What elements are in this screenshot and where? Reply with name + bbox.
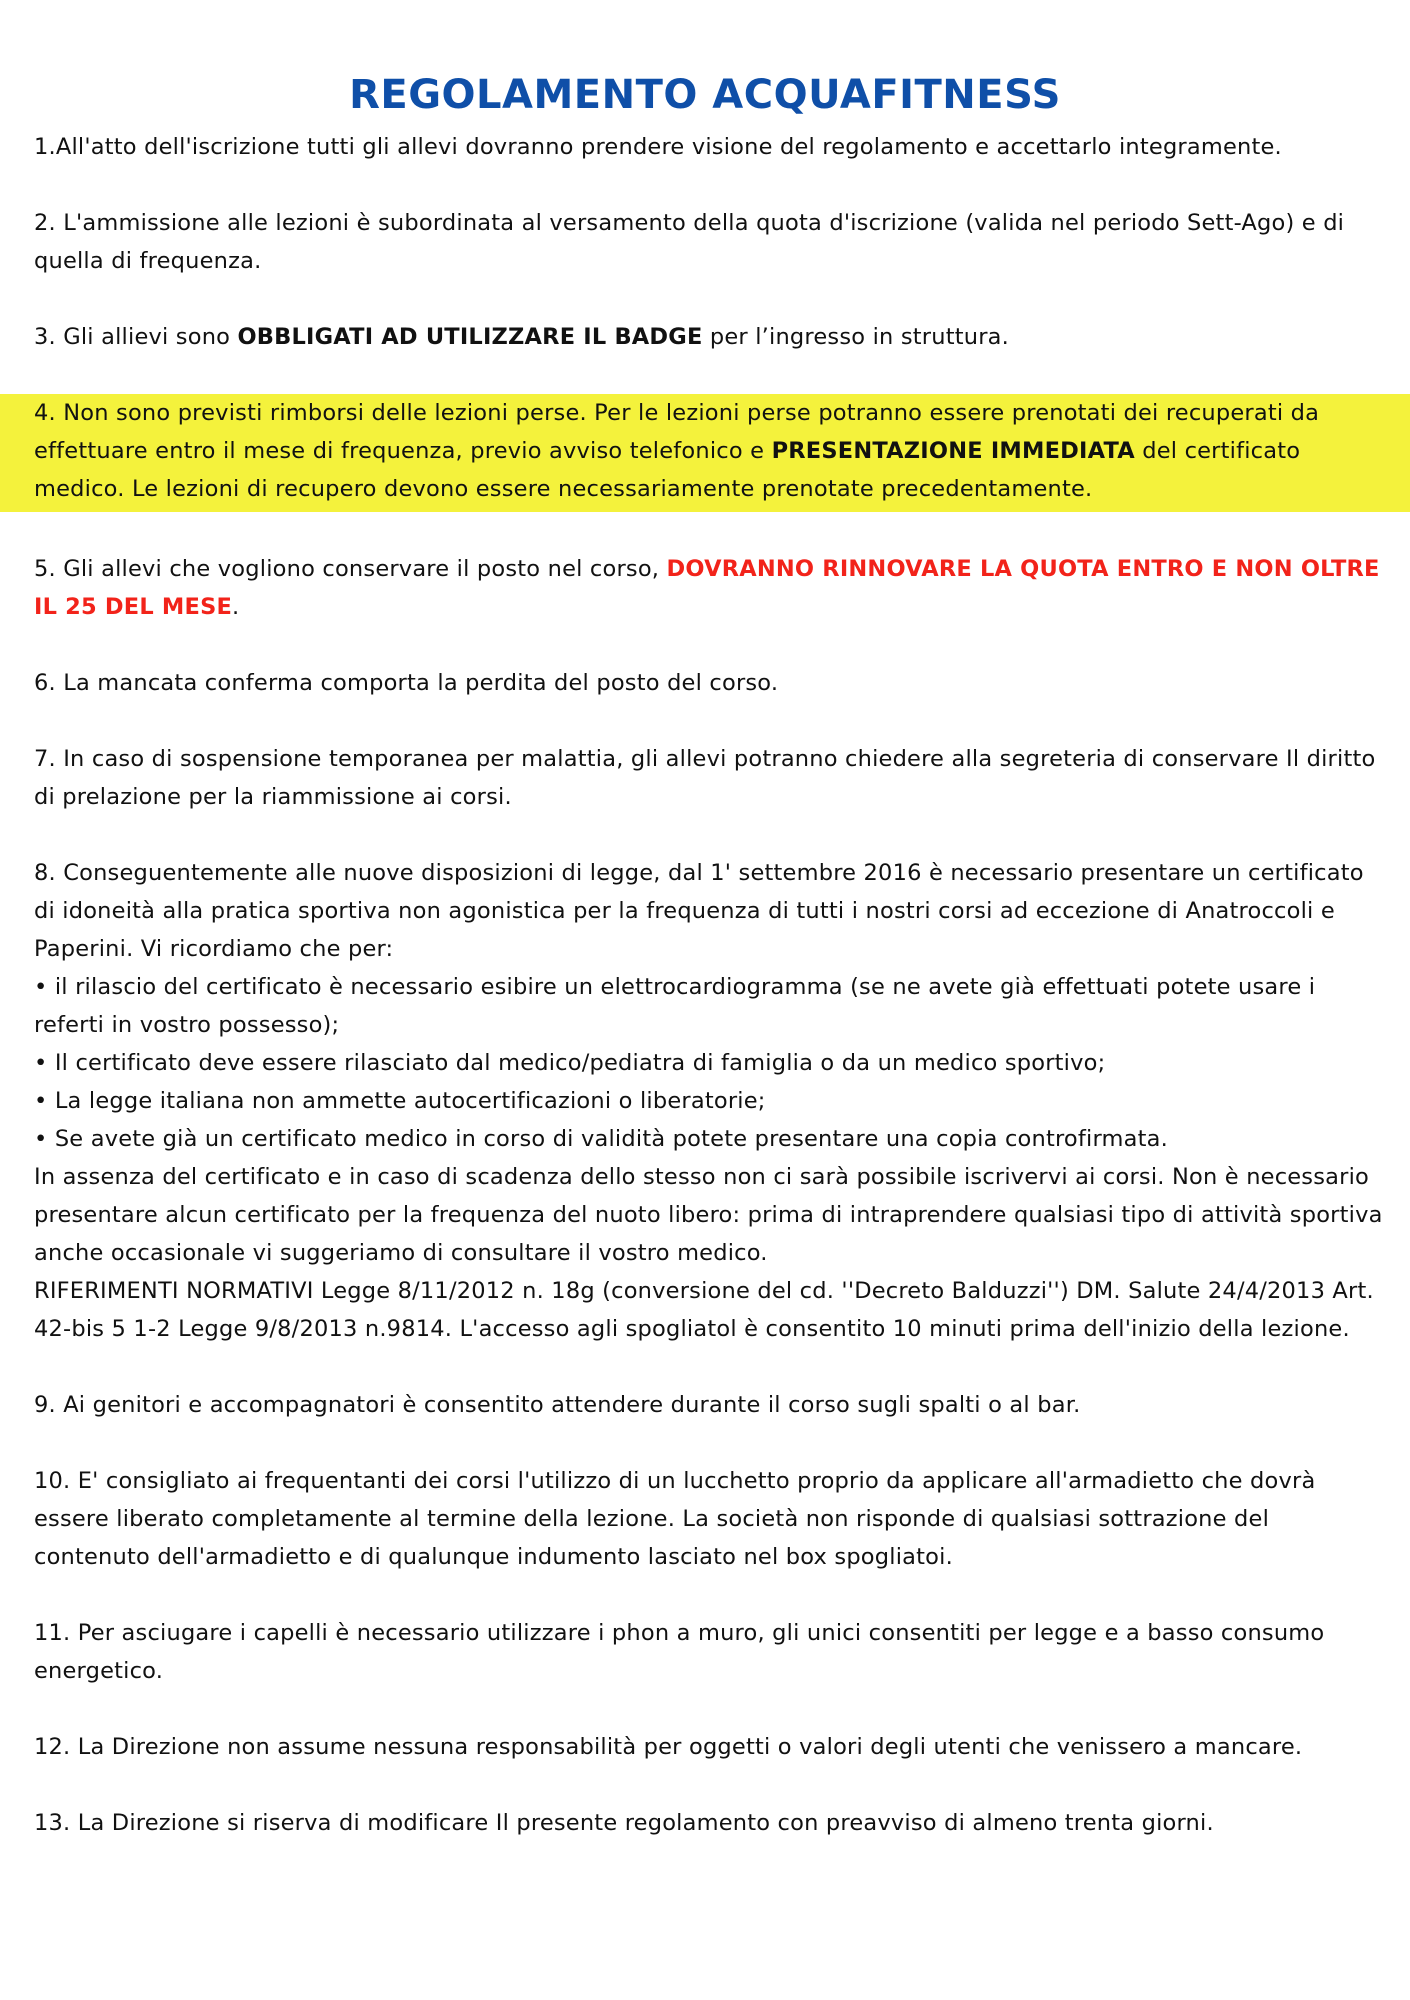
rule-4-bold: PRESENTAZIONE IMMEDIATA xyxy=(771,438,1135,464)
rule-9: 9. Ai genitori e accompagnatori è consentito attendere durante il corso sugli spalti o al bar. xyxy=(34,1392,1081,1418)
rule-8-bullet-3: • La legge italiana non ammette autocertificazioni o liberatorie; xyxy=(34,1088,766,1114)
rule-1: 1.All'atto dell'iscrizione tutti gli allevi dovranno prendere visione del regolamento e accettarlo integramente. xyxy=(34,134,1282,160)
rule-4-highlighted xyxy=(0,394,1410,512)
rule-13: 13. La Direzione si riserva di modificare Il presente regolamento con preavviso di almeno trenta giorni. xyxy=(34,1810,1214,1836)
rule-5 xyxy=(34,550,1384,626)
rule-3-text: 3. Gli allievi sono xyxy=(34,324,238,350)
rule-10: 10. E' consigliato ai frequentanti dei corsi l'utilizzo di un lucchetto proprio da applicare all'armadietto che dovrà essere liberato completamente al termine della lezione. La società non risponde di qualsiasi sottrazione del contenuto dell'armadietto e di qualunque indumento lasciato nel box spogliatoi. xyxy=(34,1468,1316,1570)
rule-4-text-end: del certificato medico. Le lezioni di recupero devono essere necessariamente prenotate precedentamente. xyxy=(34,438,1301,502)
rule-8-bullet-2: • Il certificato deve essere rilasciato dal medico/pediatra di famiglia o da un medico sportivo; xyxy=(34,1050,1106,1076)
rule-3-text-end: per l’ingresso in struttura. xyxy=(702,324,1009,350)
rule-11: 11. Per asciugare i capelli è necessario utilizzare i phon a muro, gli unici consentiti per legge e a basso consumo energetico. xyxy=(34,1620,1325,1684)
rule-7: 7. In caso di sospensione temporanea per malattia, gli allevi potranno chiedere alla segreteria di conservare Il diritto di prelazione per la riammissione ai corsi. xyxy=(34,746,1376,810)
rule-8 xyxy=(34,854,1384,1348)
rule-12: 12. La Direzione non assume nessuna responsabilità per oggetti o valori degli utenti che venissero a mancare. xyxy=(34,1734,1303,1760)
rule-5-text: 5. Gli allevi che vogliono conservare il posto nel corso, xyxy=(34,556,667,582)
rules-list xyxy=(34,128,1384,1880)
rule-8-bullet-1: • il rilascio del certificato è necessario esibire un elettrocardiogramma (se ne avete già effettuati potete usare i referti in vostro possesso); xyxy=(34,974,1316,1038)
rule-5-warning: DOVRANNO RINNOVARE LA QUOTA ENTRO E NON OLTRE IL 25 DEL MESE xyxy=(34,556,1380,620)
rule-8-bullet-4: • Se avete già un certificato medico in corso di validità potete presentare una copia controfirmata. xyxy=(34,1126,1168,1152)
rule-8-paragraph-2: RIFERIMENTI NORMATIVI Legge 8/11/2012 n. 18g (conversione del cd. ''Decreto Balduzzi'') DM. Salute 24/4/2013 Art. 42-bis 5 1-2 Legge 9/8/2013 n.9814. L'accesso agli spogliatol è consentito 10 minuti prima dell'inizio della lezione. xyxy=(34,1278,1374,1342)
rule-8-paragraph-1: In assenza del certificato e in caso di scadenza dello stesso non ci sarà possibile iscrivervi ai corsi. Non è necessario presentare alcun certificato per la frequenza del nuoto libero: prima di intraprendere qualsiasi tipo di attività sportiva anche occasionale vi suggeriamo di consultare il vostro medico. xyxy=(34,1164,1383,1266)
rule-8-intro: 8. Conseguentemente alle nuove disposizioni di legge, dal 1' settembre 2016 è necessario presentare un certificato di idoneità alla pratica sportiva non agonistica per la frequenza di tutti i nostri corsi ad eccezione di Anatroccoli e Paperini. Vi ricordiamo che per: xyxy=(34,860,1364,962)
rule-4-text: 4. Non sono previsti rimborsi delle lezioni perse. Per le lezioni perse potranno essere prenotati dei recuperati da effettuare entro il mese di frequenza, previo avviso telefonico e xyxy=(34,400,1320,464)
rule-6: 6. La mancata conferma comporta la perdita del posto del corso. xyxy=(34,670,779,696)
rule-5-text-end: . xyxy=(232,594,240,620)
rule-3-bold: OBBLIGATI AD UTILIZZARE IL BADGE xyxy=(237,324,703,350)
rule-2: 2. L'ammissione alle lezioni è subordinata al versamento della quota d'iscrizione (valida nel periodo Sett-Ago) e di quella di frequenza. xyxy=(34,210,1345,274)
page-title: REGOLAMENTO ACQUAFITNESS xyxy=(349,72,1061,118)
rule-3 xyxy=(34,318,1384,356)
